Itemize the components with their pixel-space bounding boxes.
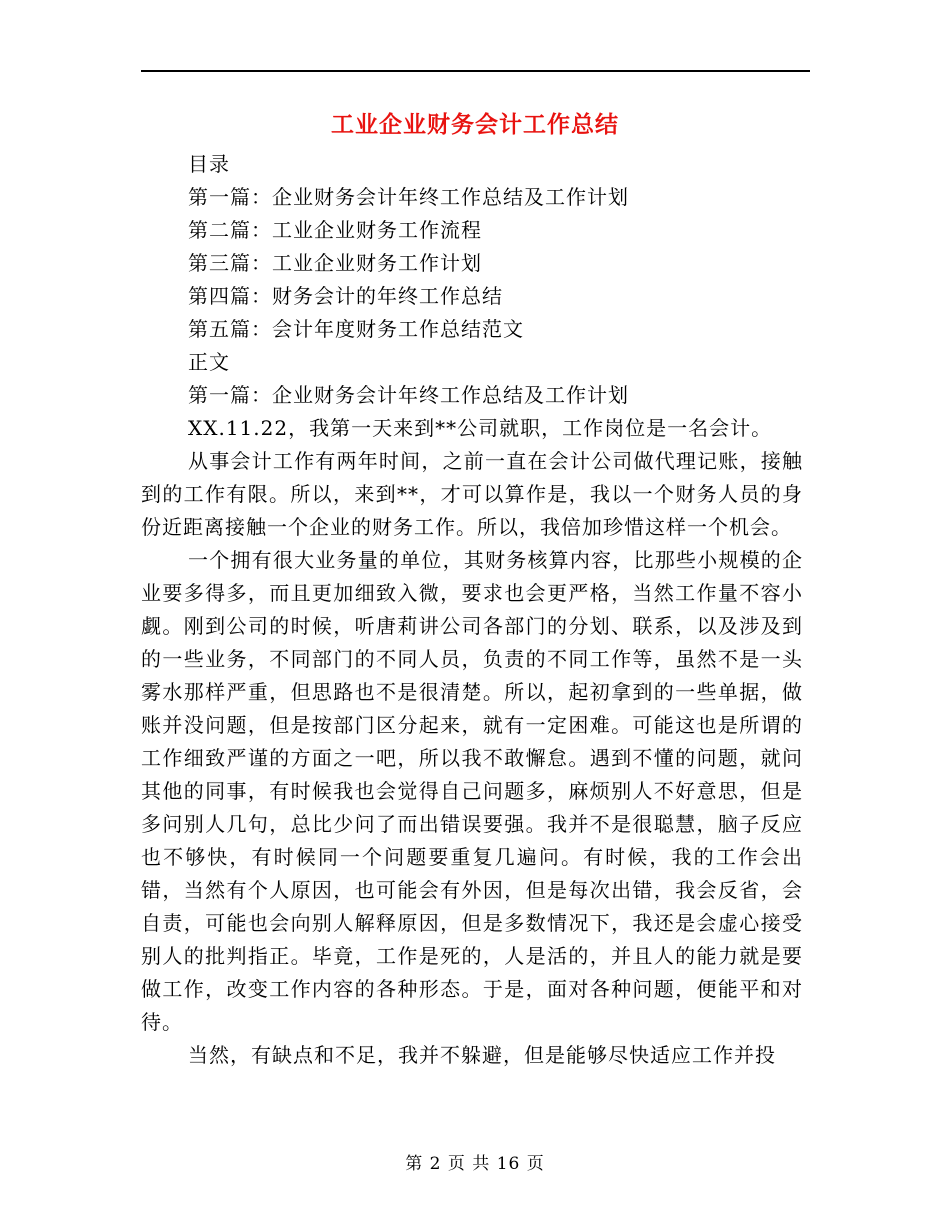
toc-item: 第二篇：工业企业财务工作流程 (188, 218, 482, 242)
page-footer: 第 2 页 共 16 页 (405, 1154, 545, 1174)
body-heading: 正文 (188, 350, 230, 374)
toc-item: 第五篇：会计年度财务工作总结范文 (188, 317, 524, 341)
paragraph: 一个拥有很大业务量的单位，其财务核算内容，比那些小规模的企业要多得多，而且更加细致入微，要求也会更严格，当然工作量不容小觑。刚到公司的时候，听唐莉讲公司各部门的分划、联系，以及涉及到的一些业务，不同部门的不同人员，负责的不同工作等，虽然不是一头雾水那样严重，但思路也不是很清楚。所以，起初拿到的一些单据，做账并没问题，但是按部门区分起来，就有一定困难。可能这也是所谓的工作细致严谨的方面之一吧，所以我不敢懈怠。遇到不懂的问题，就问其他的同事，有时候我也会觉得自己问题多，麻烦别人不好意思，但是多问别人几句，总比少问了而出错误要强。我并不是很聪慧，脑子反应也不够快，有时候同一个问题要重复几遍问。有时候，我的工作会出错，当然有个人原因，也可能会有外因，但是每次出错，我会反省，会自责，可能也会向别人解释原因，但是多数情况下，我还是会虚心接受别人的批判指正。毕竟，工作是死的，人是活的，并且人的能力就是要做工作，改变工作内容的各种形态。于是，面对各种问题，便能平和对待。 (141, 548, 803, 1034)
toc-item: 第一篇：企业财务会计年终工作总结及工作计划 (188, 185, 629, 209)
paragraph: 当然，有缺点和不足，我并不躲避，但是能够尽快适应工作并投 (188, 1043, 776, 1067)
document-title: 工业企业财务会计工作总结 (331, 112, 619, 138)
paragraph: 从事会计工作有两年时间，之前一直在会计公司做代理记账，接触到的工作有限。所以，来到**，才可以算作是，我以一个财务人员的身份近距离接触一个企业的财务工作。所以，我倍加珍惜这样一个机会。 (141, 449, 803, 539)
paragraph: XX.11.22，我第一天来到**公司就职，工作岗位是一名会计。 (188, 416, 773, 440)
section-title: 第一篇：企业财务会计年终工作总结及工作计划 (188, 383, 629, 407)
document-body (141, 148, 803, 1072)
toc-item: 第四篇：财务会计的年终工作总结 (188, 284, 503, 308)
header-rule (141, 70, 810, 72)
toc-heading: 目录 (188, 152, 230, 176)
toc-item: 第三篇：工业企业财务工作计划 (188, 251, 482, 275)
